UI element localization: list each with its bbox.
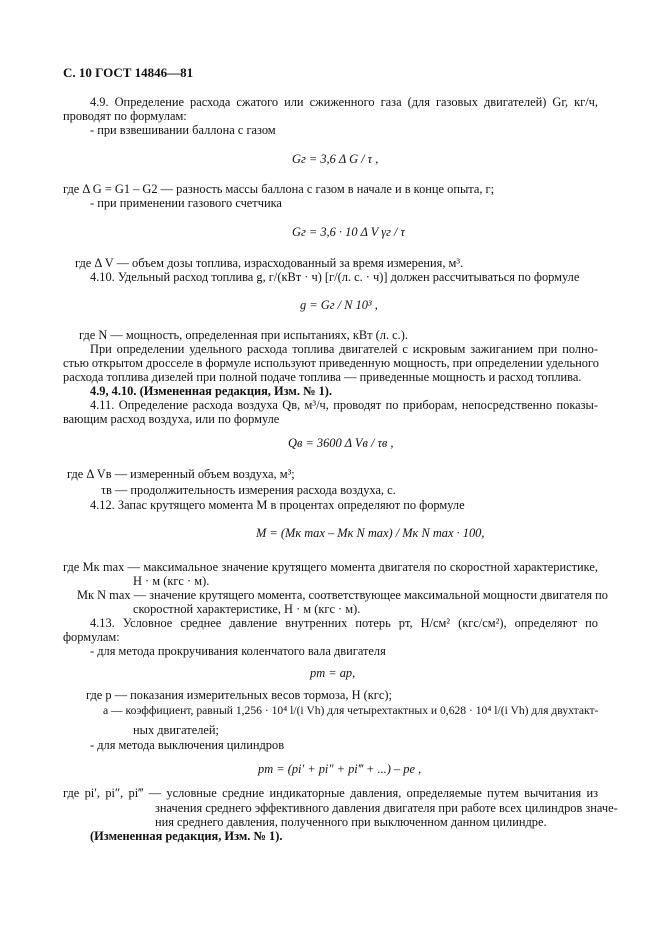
para-4-9-line1: 4.9. Определение расхода сжатого или сжиженного газа (для газовых двигателей) Gг, кг/ч, (90, 95, 598, 109)
list-item-cranking: - для метода прокручивания коленчатого вала двигателя (90, 644, 386, 658)
para-4-10: 4.10. Удельный расход топлива g, г/(кВт · ч) [г/(л. с. · ч)] должен рассчитываться по формуле (90, 270, 580, 284)
para-4-9-line2: проводят по формулам: (63, 109, 187, 123)
para-4-13-line1: 4.13. Условное среднее давление внутренних потерь pт, Н/см² (кгс/см²), определяют по (90, 616, 598, 630)
amendment-note-4-9-4-10: 4.9, 4.10. (Измененная редакция, Изм. № 1). (90, 384, 333, 398)
para-4-12: 4.12. Запас крутящего момента M в процентах определяют по формуле (90, 498, 465, 512)
where-tau-v: τв — продолжительность измерения расхода воздуха, с. (101, 483, 396, 497)
where-delta-v: где Δ V — объем дозы топлива, израсходованный за время измерения, м³. (75, 256, 464, 270)
formula-text: Gг = 3,6 Δ G / τ , (292, 152, 379, 166)
para-4-13-line2: формулам: (63, 630, 120, 644)
where-mk-n-max-line1: Mк N max — значение крутящего момента, соответствующее максимальной мощности двигателя по (77, 588, 608, 602)
list-item-cylinder-cutout: - для метода выключения цилиндров (90, 738, 285, 752)
where-mk-max-line2: Н · м (кгс · м). (133, 574, 210, 588)
formula-cranking (310, 666, 355, 680)
para-reduced-power-line3: расхода топлива дизелей при полной подаче топлива — приведенные мощность и расход топлива. (63, 370, 582, 384)
formula-text: M = (Mк max – Mк N max) / Mк N max · 100, (256, 526, 485, 540)
where-pi-line1: где pi′, pi″, pi‴ — условные средние индикаторные давления, определяемые путем вычитания из (63, 786, 598, 800)
page-header: С. 10 ГОСТ 14846—81 (63, 65, 194, 80)
where-pi-line2: значения среднего эффективного давления двигателя при работе всех цилиндров значе- (155, 801, 618, 815)
formula-gas-weighing (292, 152, 378, 166)
where-p: где p — показания измерительных весов тормоза, Н (кгс); (86, 688, 392, 702)
formula-text: Qв = 3600 Δ Vв / τв , (288, 436, 394, 450)
para-4-11-line1: 4.11. Определение расхода воздуха Qв, м³/ч, проводят по приборам, непосредственно показы- (90, 398, 598, 412)
where-pi-line3: ния среднего давления, полученного при выключенном данном цилиндре. (155, 815, 547, 829)
formula-air-consumption (288, 436, 394, 450)
list-item-weighing: - при взвешивании баллона с газом (90, 123, 276, 137)
where-n: где N — мощность, определенная при испытаниях, кВт (л. с.). (79, 328, 408, 342)
where-mk-n-max-line2: скоростной характеристике, Н · м (кгс · м). (133, 602, 361, 616)
formula-cylinder-cutout (258, 762, 421, 776)
where-a-line2: ных двигателей; (133, 723, 219, 737)
amendment-note-final: (Измененная редакция, Изм. № 1). (90, 829, 283, 843)
formula-text: Gг = 3,6 · 10 Δ V γг / τ (292, 225, 405, 239)
para-reduced-power-line2: стью открытом дросселе в формуле используют приведенную мощность, при определении удельного (63, 356, 599, 370)
where-mk-max-line1: где Mк max — максимальное значение крутящего момента двигателя по скоростной характеристике, (63, 560, 598, 574)
formula-torque-reserve (256, 526, 484, 540)
formula-text: pт = (pi′ + pi″ + pi‴ + ...) – pe , (258, 762, 422, 776)
list-item-gas-meter: - при применении газового счетчика (90, 196, 282, 210)
formula-text: g = Gг / N 10³ , (300, 298, 378, 312)
where-a-line1: a — коэффициент, равный 1,256 · 10⁴ l/(i Vh) для четырехтактных и 0,628 · 10⁴ l/(i Vh) для двухтакт- (103, 704, 599, 717)
formula-gas-meter (292, 225, 405, 239)
formula-text: pт = ap, (310, 666, 356, 680)
where-delta-g: где Δ G = G1 – G2 — разность массы баллона с газом в начале и в конце опыта, г; (63, 182, 495, 196)
formula-specific-consumption (300, 298, 378, 312)
para-4-11-line2: вающим расход воздуха, или по формуле (63, 412, 280, 426)
where-delta-vv: где Δ Vв — измеренный объем воздуха, м³; (67, 467, 295, 481)
para-reduced-power-line1: При определении удельного расхода топлива двигателей с искровым зажиганием при полно- (90, 342, 598, 356)
